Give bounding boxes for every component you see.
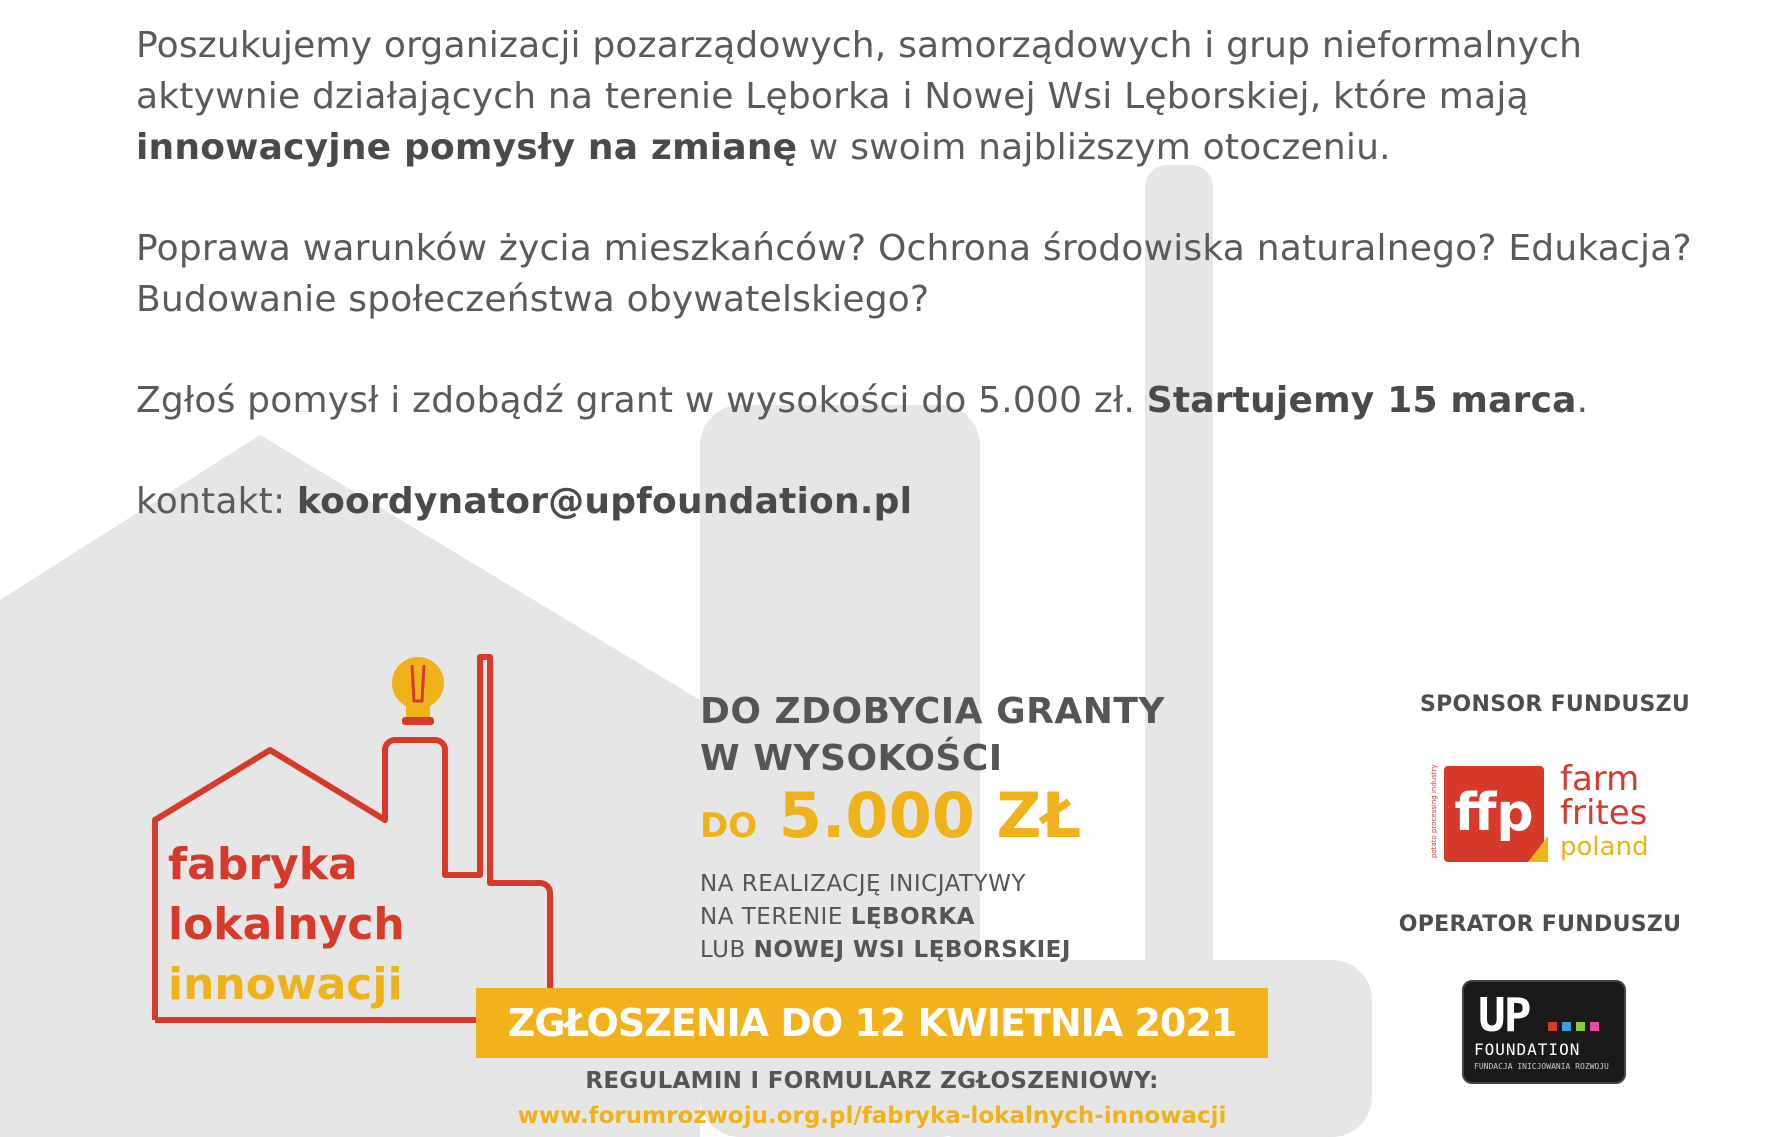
contact-email-link[interactable]: koordynator@upfoundation.pl — [296, 481, 913, 522]
rules-section — [476, 1064, 1268, 1134]
operator-label: OPERATOR FUNDUSZU — [1398, 912, 1682, 937]
logo-line-lokalnych: lokalnych — [168, 899, 405, 950]
intro-text — [136, 20, 1696, 577]
grant-heading-1: DO ZDOBYCIA GRANTY — [700, 691, 1165, 732]
grant-amount: DO 5.000 ZŁ — [700, 779, 1082, 852]
up-foundation-logo: UP FOUNDATION FUNDACJA INICJOWANIA ROZWOJU — [1462, 980, 1626, 1084]
intro-paragraph-1: Poszukujemy organizacji pozarządowych, samorządowych i grup nieformalnych aktywnie działających na terenie Lęborka i Nowej Wsi Lęborskiej, które mają innowacyjne pomysły na zmianę w swoim najbliższym otoczeniu. — [136, 25, 1583, 168]
grant-sub-2: NA TERENIE LĘBORKA — [700, 904, 975, 930]
deadline-banner: ZGŁOSZENIA DO 12 KWIETNIA 2021 — [476, 988, 1268, 1058]
farm-frites-logo-mark — [1426, 758, 1556, 868]
sponsor-label: SPONSOR FUNDUSZU — [1419, 692, 1691, 717]
rules-label: REGULAMIN I FORMULARZ ZGŁOSZENIOWY: — [585, 1068, 1159, 1094]
grant-info — [700, 688, 1165, 967]
farm-frites-wordmark: farm frites poland — [1560, 759, 1649, 862]
contact-line: kontakt: koordynator@upfoundation.pl — [136, 481, 913, 522]
grant-heading-2: W WYSOKOŚCI — [700, 738, 1003, 779]
rules-url-link[interactable]: www.forumrozwoju.org.pl/fabryka-lokalnych-innowacji — [517, 1103, 1227, 1129]
program-logo-text — [168, 835, 405, 1015]
svg-text:potato processing industry: potato processing industry — [1430, 764, 1438, 858]
intro-paragraph-2: Poprawa warunków życia mieszkańców? Ochrona środowiska naturalnego? Edukacja? Budowanie społeczeństwa obywatelskiego? — [136, 228, 1692, 320]
grant-sub-1: NA REALIZACJĘ INICJATYWY — [700, 871, 1026, 897]
logo-line-fabryka: fabryka — [168, 839, 358, 890]
colored-dots-icon — [1548, 1022, 1599, 1031]
intro-paragraph-3: Zgłoś pomysł i zdobądź grant w wysokości do 5.000 zł. Startujemy 15 marca. — [136, 380, 1589, 421]
grant-sub-3: LUB NOWEJ WSI LĘBORSKIEJ — [700, 937, 1071, 963]
logo-line-innowacji: innowacji — [168, 959, 403, 1010]
svg-text:ffp: ffp — [1454, 783, 1534, 843]
